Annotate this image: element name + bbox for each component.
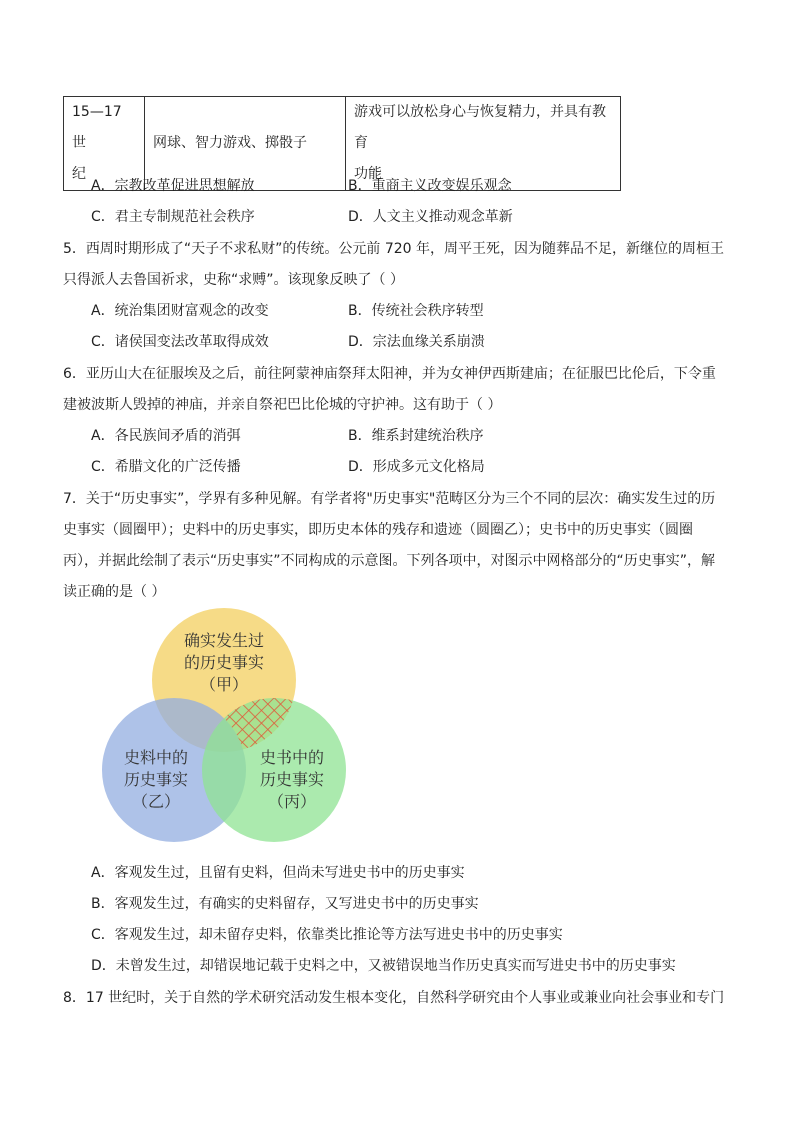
table-cell-items: 网球、智力游戏、掷骰子 <box>145 97 346 191</box>
yi-label-line1: 史料中的 <box>123 748 189 767</box>
yi-label-line2: 历史事实 <box>123 770 189 789</box>
q7-stem-line4: 读正确的是（ ） <box>63 584 166 600</box>
bing-label-line2: 历史事实 <box>259 770 325 789</box>
q6-option-b[interactable]: B．维系封建统治秩序 <box>348 428 484 444</box>
q5-stem-line2: 只得派人去鲁国祈求，史称“求赙”。该现象反映了（ ） <box>63 272 404 288</box>
q7-option-d[interactable]: D．未曾发生过，却错误地记载于史料之中，又被错误地当作历史真实而写进史书中的历史事实 <box>91 958 676 974</box>
q7-option-c[interactable]: C．客观发生过，却未留存史料，依靠类比推论等方法写进史书中的历史事实 <box>91 927 563 943</box>
table-note-line2: 功能 <box>354 166 382 182</box>
q7-stem-line1: 7．关于“历史事实”，学界有多种见解。有学者将"历史事实"范畴区分为三个不同的层次：确实发生过的历 <box>63 491 716 507</box>
table-note-line1: 游戏可以放松身心与恢复精力，并具有教育 <box>354 104 606 151</box>
q7-stem-line3: 丙），并据此绘制了表示“历史事实”不同构成的示意图。下列各项中，对图示中网格部分的“历史事实”，解 <box>63 553 716 569</box>
table-period-line2: 纪 <box>72 166 86 182</box>
jia-label-line2: 的历史事实 <box>183 653 265 672</box>
q6-option-a[interactable]: A．各民族间矛盾的消弭 <box>91 428 241 444</box>
q5-option-b[interactable]: B．传统社会秩序转型 <box>348 303 484 319</box>
table-period-line1: 15—17 世 <box>72 104 122 151</box>
q5-option-c[interactable]: C．诸侯国变法改革取得成效 <box>91 334 269 350</box>
q6-stem-line2: 建被波斯人毁掉的神庙，并亲自祭祀巴比伦城的守护神。这有助于（ ） <box>63 397 502 413</box>
q6-option-d[interactable]: D．形成多元文化格局 <box>348 459 485 475</box>
jia-label-line3: （甲） <box>199 675 249 694</box>
bing-label-line3: （丙） <box>267 792 317 811</box>
q7-stem-line2: 史事实（圆圈甲）；史料中的历史事实，即历史本体的残存和遗迹（圆圈乙）；史书中的历史事实（圆圈 <box>63 522 693 538</box>
q7-option-b[interactable]: B．客观发生过，有确实的史料留存，又写进史书中的历史事实 <box>91 896 479 912</box>
bing-label-line1: 史书中的 <box>259 748 325 767</box>
q5-option-d[interactable]: D．宗法血缘关系崩溃 <box>348 334 485 350</box>
jia-label-line1: 确实发生过 <box>183 631 265 650</box>
q5-option-a[interactable]: A．统治集团财富观念的改变 <box>91 303 269 319</box>
venn-diagram <box>96 608 356 852</box>
q8-stem-line1: 8．17 世纪时，关于自然的学术研究活动发生根本变化，自然科学研究由个人事业或兼业向社会事业和专门 <box>63 990 725 1006</box>
q4-option-b[interactable]: B．重商主义改变娱乐观念 <box>348 178 512 194</box>
q5-stem-line1: 5．西周时期形成了“天子不求私财”的传统。公元前 720 年，周平王死，因为随葬品不足，新继位的周桓王 <box>63 241 725 257</box>
q6-option-c[interactable]: C．希腊文化的广泛传播 <box>91 459 241 475</box>
q4-option-d[interactable]: D．人文主义推动观念革新 <box>348 209 513 225</box>
yi-label-line3: （乙） <box>131 792 181 811</box>
q7-option-a[interactable]: A．客观发生过，且留有史料，但尚未写进史书中的历史事实 <box>91 865 465 881</box>
q6-stem-line1: 6．亚历山大在征服埃及之后，前往阿蒙神庙祭拜太阳神，并为女神伊西斯建庙；在征服巴比伦后，下令重 <box>63 366 716 382</box>
q4-option-a[interactable]: A．宗教改革促进思想解放 <box>91 178 255 194</box>
q4-option-c[interactable]: C．君主专制规范社会秩序 <box>91 209 255 225</box>
